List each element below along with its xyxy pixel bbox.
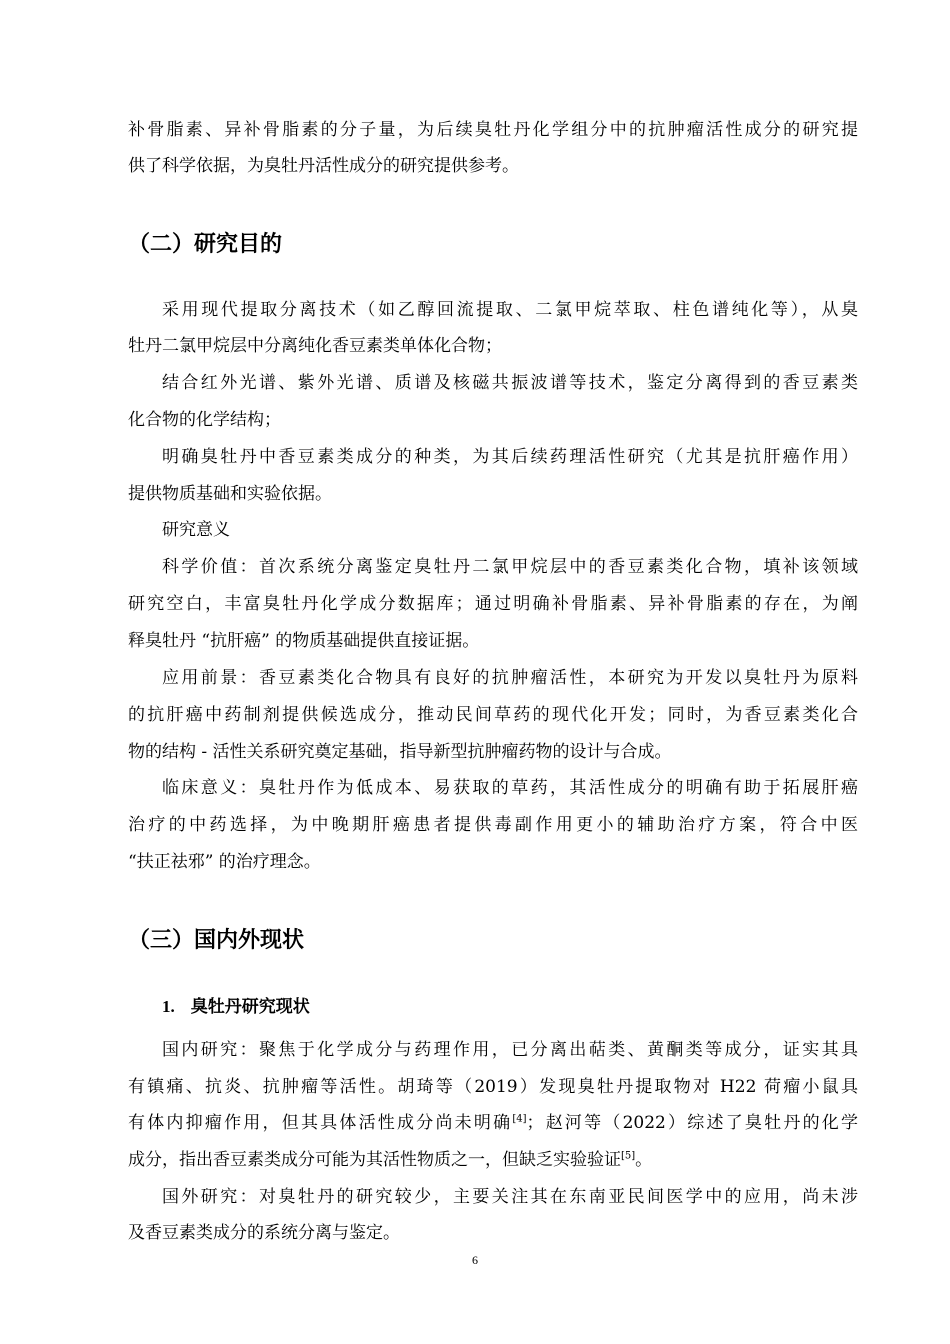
paragraph-line: 应用前景：香豆素类化合物具有良好的抗肿瘤活性，本研究为开发以臭牡丹为原料 <box>162 668 858 688</box>
paragraph-line: “扶正祛邪” 的治疗理念。 <box>128 852 321 872</box>
paragraph-line: 科学价值：首次系统分离鉴定臭牡丹二氯甲烷层中的香豆素类化合物，填补该领域 <box>162 557 858 577</box>
paragraph-line: 采用现代提取分离技术（如乙醇回流提取、二氯甲烷萃取、柱色谱纯化等），从臭 <box>162 300 858 320</box>
paragraph-line: 的抗肝癌中药制剂提供候选成分，推动民间草药的现代化开发；同时，为香豆素类化合 <box>128 705 858 725</box>
paragraph-line <box>128 1111 858 1135</box>
text-span: 。 <box>635 1150 653 1170</box>
intro-line-1: 补骨脂素、异补骨脂素的分子量，为后续臭牡丹化学组分中的抗肿瘤活性成分的研究提 <box>128 120 858 140</box>
paragraph-line: 国外研究：对臭牡丹的研究较少，主要关注其在东南亚民间医学中的应用，尚未涉 <box>162 1187 858 1207</box>
paragraph-line: 释臭牡丹 “抗肝癌” 的物质基础提供直接证据。 <box>128 631 480 651</box>
section-heading-research-purpose: （二）研究目的 <box>128 232 283 257</box>
text-span: 有体内抑瘤作用，但其具体活性成分尚未明确 <box>128 1113 513 1133</box>
paragraph-line: 临床意义：臭牡丹作为低成本、易获取的草药，其活性成分的明确有助于拓展肝癌 <box>162 778 858 798</box>
paragraph-line: 研究空白，丰富臭牡丹化学成分数据库；通过明确补骨脂素、异补骨脂素的存在，为阐 <box>128 594 858 614</box>
intro-line-2: 供了科学依据，为臭牡丹活性成分的研究提供参考。 <box>128 156 519 176</box>
paragraph-line: 物的结构 - 活性关系研究奠定基础，指导新型抗肿瘤药物的设计与合成。 <box>128 742 672 762</box>
paragraph-line: 结合红外光谱、紫外光谱、质谱及核磁共振波谱等技术，鉴定分离得到的香豆素类 <box>162 373 858 393</box>
paragraph-line: 牡丹二氯甲烷层中分离纯化香豆素类单体化合物； <box>128 336 502 356</box>
citation-ref-4: [4] <box>512 1113 527 1125</box>
paragraph-line: 提供物质基础和实验依据。 <box>128 484 332 504</box>
text-span: ；赵河等（2022）综述了臭牡丹的化学 <box>526 1113 859 1133</box>
section-heading-status-quo: （三）国内外现状 <box>128 928 305 953</box>
paragraph-line <box>128 1148 858 1172</box>
subsection-number: 1. <box>162 997 175 1016</box>
subsection-title: 臭牡丹研究现状 <box>190 997 310 1017</box>
citation-ref-5: [5] <box>621 1150 636 1162</box>
subsection-label-significance: 研究意义 <box>162 520 230 540</box>
paragraph-line: 明确臭牡丹中香豆素类成分的种类，为其后续药理活性研究（尤其是抗肝癌作用） <box>162 447 858 467</box>
paragraph-line: 治疗的中药选择，为中晚期肝癌患者提供毒副作用更小的辅助治疗方案，符合中医 <box>128 815 858 835</box>
paragraph-line: 及香豆素类成分的系统分离与鉴定。 <box>128 1223 400 1243</box>
paragraph-line: 化合物的化学结构； <box>128 410 281 430</box>
paragraph-line: 国内研究：聚焦于化学成分与药理作用，已分离出萜类、黄酮类等成分，证实其具 <box>162 1040 858 1060</box>
paragraph-line: 有镇痛、抗炎、抗肿瘤等活性。胡琦等（2019）发现臭牡丹提取物对 H22 荷瘤小鼠具 <box>128 1077 858 1097</box>
page-number: 6 <box>472 1253 478 1267</box>
text-span: 成分，指出香豆素类成分可能为其活性物质之一，但缺乏实验验证 <box>128 1150 621 1170</box>
subsection-heading-research-status <box>162 995 310 1019</box>
